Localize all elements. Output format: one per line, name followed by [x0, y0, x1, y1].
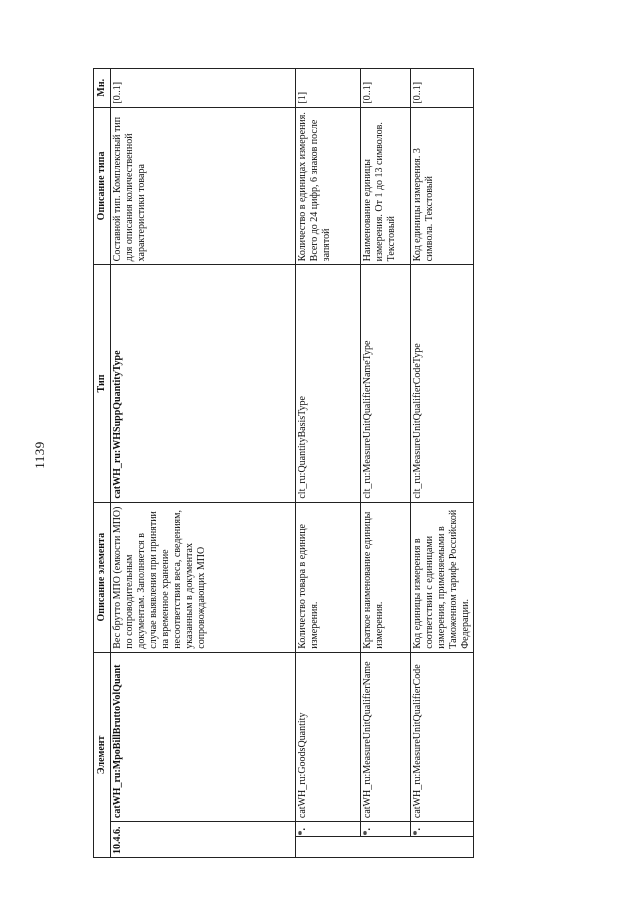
row-type: clt_ru:QuantityBasisType	[296, 265, 361, 502]
row-element: catWH_ru:MeasureUnitQualifierCode	[411, 652, 474, 821]
row-element-desc: Вес брутто МПО (емкости МПО) по сопроводительным документам. Заполняется в случае выявления при принятии на временное хранение несоответствия веса, сведениям, указанным в документах сопровождающих МПО	[111, 502, 296, 652]
spec-table	[93, 68, 474, 858]
row-mn: [0..1]	[411, 69, 474, 108]
row-type: catWH_ru:WHSuppQuantityType	[111, 265, 296, 502]
row-type-desc: Количество в единицах измерения. Всего до 24 цифр, 6 знаков после запятой	[296, 107, 361, 265]
row-flag: *.	[296, 822, 361, 837]
header-mn: Мн.	[94, 69, 111, 108]
row-type: clt_ru:MeasureUnitQualifierCodeType	[411, 265, 474, 502]
row-type-desc: Код единицы измерения. 3 символа. Текстовый	[411, 107, 474, 265]
row-element-desc: Код единицы измерения в соответствии с единицами измерения, применяемыми в Таможенном тарифе Российской Федерации.	[411, 502, 474, 652]
row-element: catWH_ru:MpoBillBruttoVolQuant	[111, 652, 296, 821]
row-mn: [0..1]	[361, 69, 411, 108]
row-mn: [0..1]	[111, 69, 296, 108]
row-number	[361, 837, 411, 858]
row-type: clt_ru:MeasureUnitQualifierNameType	[361, 265, 411, 502]
table-row	[111, 69, 296, 858]
page-number: 1139	[32, 441, 47, 469]
row-element: catWH_ru:GoodsQuantity	[296, 652, 361, 821]
table-row	[296, 69, 361, 858]
row-element-desc: Количество товара в единице измерения.	[296, 502, 361, 652]
header-element: Элемент	[94, 652, 111, 857]
table-header-row	[94, 69, 111, 858]
table-row	[411, 69, 474, 858]
header-element-desc: Описание элемента	[94, 502, 111, 652]
header-type-desc: Описание типа	[94, 107, 111, 265]
row-element-desc: Краткое наименование единицы измерения.	[361, 502, 411, 652]
row-type-desc: Составной тип. Комплексный тип для описания количественной характеристики товара	[111, 107, 296, 265]
row-number	[296, 837, 361, 858]
table-row	[361, 69, 411, 858]
row-mn: [1]	[296, 69, 361, 108]
row-flag: *.	[361, 822, 411, 837]
row-flag: *.	[411, 822, 474, 837]
row-type-desc: Наименование единицы измерения. От 1 до 13 символов. Текстовый	[361, 107, 411, 265]
row-number: 10.4.6.	[111, 822, 296, 858]
spec-table-frame	[93, 68, 471, 858]
header-type: Тип	[94, 265, 111, 502]
row-number	[411, 837, 474, 858]
row-element: catWH_ru:MeasureUnitQualifierName	[361, 652, 411, 821]
